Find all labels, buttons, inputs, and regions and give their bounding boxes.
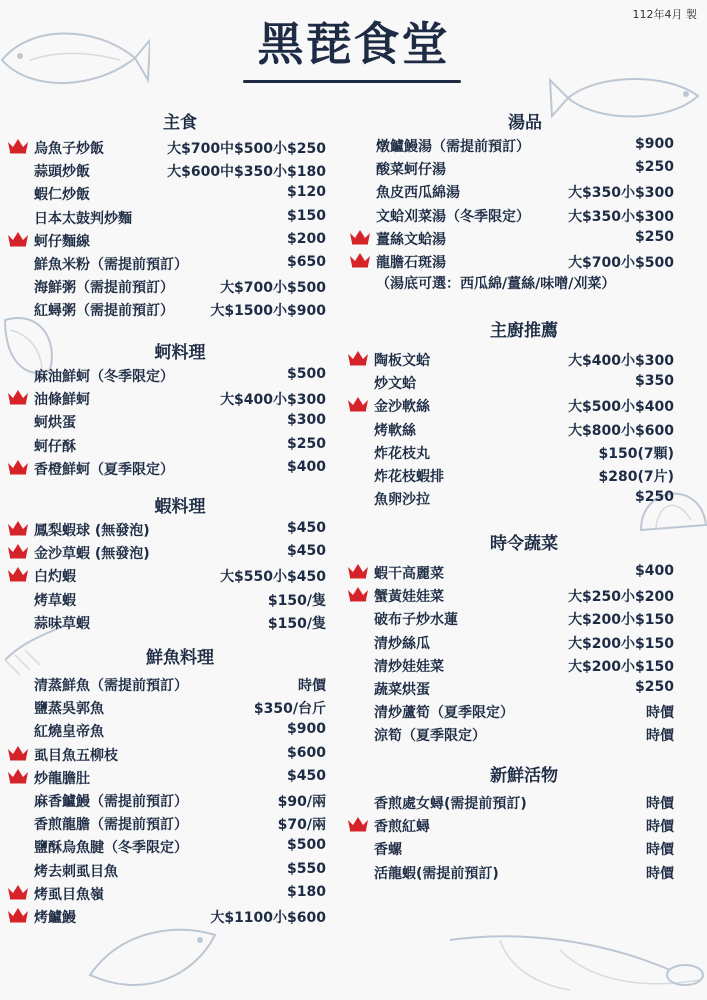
menu-item-name: 文蛤刈菜湯（冬季限定） xyxy=(376,208,530,225)
menu-item-price: 時價 xyxy=(646,819,674,836)
menu-item-price: $900 xyxy=(287,721,326,738)
menu-item xyxy=(374,348,674,371)
menu-item xyxy=(374,607,674,630)
menu-item-name: 蝦仁炒飯 xyxy=(34,187,90,204)
menu-item-price: 大$350小$300 xyxy=(568,185,674,202)
menu-item xyxy=(34,905,326,928)
menu-item xyxy=(374,561,674,584)
menu-item xyxy=(374,418,674,441)
menu-item xyxy=(374,584,674,607)
menu-item-price: $450 xyxy=(287,520,326,536)
menu-item-price: 大$200小$150 xyxy=(568,658,674,675)
menu-item-name: 麻香鱸鰻（需提前預訂） xyxy=(34,793,188,810)
menu-item-price: $150/隻 xyxy=(267,615,326,632)
section-title: 時令蔬菜 xyxy=(490,534,558,554)
menu-item-price: 大$700小$500 xyxy=(220,280,326,297)
menu-item xyxy=(374,654,674,677)
menu-item xyxy=(34,229,326,252)
menu-item-name: 活龍蝦(需提前預訂) xyxy=(374,865,499,882)
menu-item-name: 蚵烘蛋 xyxy=(34,415,76,432)
menu-item xyxy=(374,487,674,510)
section-title: 新鮮活物 xyxy=(490,766,558,786)
menu-item-price: 時價 xyxy=(646,728,674,745)
menu-item-price: 大$700小$500 xyxy=(568,254,674,271)
menu-item-price: $500 xyxy=(287,837,326,854)
crown-icon xyxy=(347,586,369,602)
menu-item xyxy=(34,719,326,742)
menu-item-name: 油條鮮蚵 xyxy=(34,392,90,409)
menu-item xyxy=(34,835,326,858)
menu-item-name: 鹽蒸吳郭魚 xyxy=(34,701,104,718)
menu-item-name: 烤鱸鰻 xyxy=(34,909,76,926)
menu-item xyxy=(376,157,674,180)
menu-item-name: 魚皮西瓜綿湯 xyxy=(376,185,460,202)
menu-item-name: 陶板文蛤 xyxy=(374,353,430,369)
menu-item-name: 蚵仔麵線 xyxy=(34,233,90,250)
menu-item-price: $250 xyxy=(287,435,326,452)
menu-item-price: 時價 xyxy=(646,796,674,812)
section-title: 湯品 xyxy=(508,113,542,133)
menu-item-name: 烤軟絲 xyxy=(374,422,416,439)
menu-item-price: $300 xyxy=(287,412,326,429)
section-title: 蝦料理 xyxy=(154,497,206,517)
menu-item xyxy=(34,518,326,541)
menu-item xyxy=(34,410,326,433)
menu-item xyxy=(34,298,326,321)
menu-item xyxy=(374,631,674,654)
menu-item-name: 白灼蝦 xyxy=(34,569,76,586)
menu-item-price: $70/兩 xyxy=(277,817,326,834)
menu-item xyxy=(376,250,674,273)
menu-item-name: 炸花枝丸 xyxy=(374,445,430,462)
menu-item-name: 鳳梨蝦球 (無發泡) xyxy=(34,523,150,539)
crown-icon xyxy=(7,389,29,405)
section-soup xyxy=(376,108,674,296)
section-shrimp xyxy=(34,492,326,634)
menu-item xyxy=(376,180,674,203)
menu-item xyxy=(374,723,674,746)
menu-item-price: $250 xyxy=(635,159,674,176)
menu-item-name: 香煎龍膽（需提前預訂） xyxy=(34,817,188,834)
menu-item xyxy=(34,743,326,766)
menu-item-name: 清蒸鮮魚（需提前預訂） xyxy=(34,678,188,694)
menu-item-price: $180 xyxy=(287,883,326,900)
menu-item xyxy=(374,371,674,394)
menu-item-name: 蒜頭炒飯 xyxy=(34,164,90,181)
menu-item-price: 大$200小$150 xyxy=(568,612,674,629)
crown-icon xyxy=(7,520,29,536)
menu-item-name: 金沙草蝦 (無發泡) xyxy=(34,546,150,563)
menu-item-name: 炒文蛤 xyxy=(374,376,416,393)
menu-item xyxy=(34,812,326,835)
crown-icon xyxy=(7,138,29,154)
menu-item-name: 烤去刺虱目魚 xyxy=(34,863,118,880)
menu-item xyxy=(374,791,674,814)
menu-item-price: $200 xyxy=(287,230,326,247)
menu-item-price: $400 xyxy=(635,563,674,579)
menu-item-name: 蚵仔酥 xyxy=(34,438,76,455)
menu-item xyxy=(374,677,674,700)
menu-item-name: 鹽酥烏魚腱（冬季限定） xyxy=(34,840,188,857)
crown-icon xyxy=(347,563,369,579)
menu-item-name: 烤虱目魚嶺 xyxy=(34,886,104,903)
menu-item xyxy=(34,182,326,205)
menu-item-name: 鮮魚米粉（需提前預訂） xyxy=(34,256,188,273)
menu-item xyxy=(374,394,674,417)
menu-item-name: 香煎紅蟳 xyxy=(374,819,430,836)
menu-item-price: $150/隻 xyxy=(267,592,326,609)
menu-item xyxy=(374,837,674,860)
menu-item-price: 時價 xyxy=(298,678,326,694)
section-title: 主食 xyxy=(163,113,197,133)
section-title: 蚵料理 xyxy=(154,343,206,363)
menu-item xyxy=(34,541,326,564)
menu-item-price: $150(7顆) xyxy=(598,445,674,462)
crown-icon xyxy=(7,884,29,900)
crown-icon xyxy=(347,396,369,412)
menu-item-price: $350 xyxy=(635,373,674,390)
menu-item xyxy=(34,364,326,387)
menu-item xyxy=(34,859,326,882)
menu-item-name: 蔬菜烘蛋 xyxy=(374,681,430,698)
section-title: 主廚推薦 xyxy=(490,321,558,341)
menu-item-name: 金沙軟絲 xyxy=(374,399,430,416)
menu-item-price: $450 xyxy=(287,543,326,560)
menu-item xyxy=(34,275,326,298)
crown-icon xyxy=(7,231,29,247)
menu-item xyxy=(34,564,326,587)
menu-item-name: 虱目魚五柳枝 xyxy=(34,747,118,764)
menu-item xyxy=(34,434,326,457)
section-chef xyxy=(374,316,674,510)
menu-item-price: 大$400小$300 xyxy=(220,392,326,409)
crown-icon xyxy=(349,252,371,268)
section-live xyxy=(374,761,674,884)
menu-item-price: $450 xyxy=(287,767,326,784)
lobster-illustration-bottom-right xyxy=(440,910,707,1000)
section-staple xyxy=(34,108,326,322)
menu-item-name: 涼筍（夏季限定） xyxy=(374,728,486,745)
menu-item-price: 大$1100小$600 xyxy=(210,909,326,926)
crown-icon xyxy=(7,543,29,559)
menu-item-name: 薑絲文蛤湯 xyxy=(376,231,446,248)
soup-base-note: （湯底可選：西瓜綿/薑絲/味噌/刈菜） xyxy=(376,276,616,293)
menu-item-price: $350/台斤 xyxy=(253,701,326,718)
menu-item xyxy=(34,206,326,229)
menu-item xyxy=(34,387,326,410)
section-veg xyxy=(374,529,674,747)
menu-item-price: 大$250小$200 xyxy=(568,589,674,606)
menu-item-name: 烤草蝦 xyxy=(34,592,76,609)
menu-item-name: 香煎處女蟳(需提前預訂) xyxy=(374,796,527,812)
menu-item xyxy=(34,673,326,696)
menu-item-price: $250 xyxy=(635,489,674,506)
menu-item-name: 燉鱸鰻湯（需提前預訂） xyxy=(376,139,530,155)
crown-icon xyxy=(347,350,369,366)
menu-item xyxy=(34,136,326,159)
section-title: 鮮魚料理 xyxy=(146,648,214,668)
menu-item xyxy=(34,588,326,611)
menu-item-price: 大$550小$450 xyxy=(220,569,326,586)
menu-item xyxy=(374,464,674,487)
menu-item-name: 酸菜蚵仔湯 xyxy=(376,162,446,179)
menu-item-name: 龍膽石斑湯 xyxy=(376,254,446,271)
menu-item-price: $90/兩 xyxy=(277,793,326,810)
menu-item xyxy=(374,441,674,464)
crown-icon xyxy=(7,459,29,475)
menu-item-name: 香螺 xyxy=(374,842,402,859)
menu-item-price: 大$200小$150 xyxy=(568,635,674,652)
menu-item-price: 大$400小$300 xyxy=(568,353,674,369)
menu-item xyxy=(374,700,674,723)
menu-item xyxy=(376,134,674,157)
menu-item-price: $650 xyxy=(287,253,326,270)
menu-item-price: $400 xyxy=(287,458,326,475)
menu-item-price: 大$800小$600 xyxy=(568,422,674,439)
menu-item-name: 清炒蘆筍（夏季限定） xyxy=(374,705,514,722)
menu-item-name: 紅燒皇帝魚 xyxy=(34,724,104,741)
menu-item-price: $600 xyxy=(287,744,326,761)
menu-item-name: 日本太鼓判炒麵 xyxy=(34,210,132,227)
menu-item-name: 蝦干高麗菜 xyxy=(374,566,444,582)
menu-item-name: 香橙鮮蚵（夏季限定） xyxy=(34,461,174,478)
menu-item xyxy=(374,814,674,837)
menu-item xyxy=(376,227,674,250)
crown-icon xyxy=(7,745,29,761)
menu-item-price: 大$700中$500小$250 xyxy=(167,141,326,157)
restaurant-title: 黑琵食堂 xyxy=(257,17,450,71)
menu-item-price: 時價 xyxy=(646,705,674,722)
menu-item xyxy=(34,611,326,634)
menu-item-price: $250 xyxy=(635,228,674,245)
menu-item-name: 紅蟳粥（需提前預訂） xyxy=(34,303,174,320)
menu-item xyxy=(34,159,326,182)
crown-icon xyxy=(347,816,369,832)
menu-item-price: $900 xyxy=(635,136,674,152)
menu-item-name: 魚卵沙拉 xyxy=(374,492,430,509)
crown-icon xyxy=(7,566,29,582)
menu-item-name: 麻油鮮蚵（冬季限定） xyxy=(34,369,174,385)
menu-item-price: 大$350小$300 xyxy=(568,208,674,225)
menu-item-price: $120 xyxy=(287,184,326,201)
menu-item xyxy=(34,457,326,480)
menu-item-price: $280(7片) xyxy=(598,468,674,485)
crown-icon xyxy=(349,229,371,245)
section-oyster xyxy=(34,338,326,480)
crown-icon xyxy=(7,768,29,784)
menu-item-price: $250 xyxy=(635,678,674,695)
made-date: 112年4月 製 xyxy=(632,8,697,21)
menu-item-price: 大$1500小$900 xyxy=(210,303,326,320)
menu-item-name: 炸花枝蝦排 xyxy=(374,468,444,485)
crown-icon xyxy=(7,907,29,923)
menu-item xyxy=(34,252,326,275)
menu-item-name: 破布子炒水蓮 xyxy=(374,612,458,629)
menu-item-price: $150 xyxy=(287,207,326,224)
menu-item-name: 蟹黃娃娃菜 xyxy=(374,589,444,606)
menu-item xyxy=(34,766,326,789)
menu-item-name: 海鮮粥（需提前預訂） xyxy=(34,280,174,297)
menu-item xyxy=(34,789,326,812)
menu-item-price: $500 xyxy=(287,366,326,382)
menu-item-name: 清炒娃娃菜 xyxy=(374,658,444,675)
menu-item-price: 時價 xyxy=(646,865,674,882)
menu-item-price: 大$500小$400 xyxy=(568,399,674,416)
menu-item-price: $550 xyxy=(287,860,326,877)
menu-item-name: 蒜味草蝦 xyxy=(34,615,90,632)
menu-item-price: 大$600中$350小$180 xyxy=(167,164,326,181)
menu-item-name: 清炒絲瓜 xyxy=(374,635,430,652)
menu-item xyxy=(34,696,326,719)
section-fish xyxy=(34,643,326,928)
title-underline xyxy=(243,80,461,83)
menu-item xyxy=(376,204,674,227)
menu-item xyxy=(374,861,674,884)
menu-item xyxy=(34,882,326,905)
menu-item-price: 時價 xyxy=(646,842,674,859)
menu-item-name: 炒龍膽肚 xyxy=(34,770,90,787)
menu-item-name: 烏魚子炒飯 xyxy=(34,141,104,157)
